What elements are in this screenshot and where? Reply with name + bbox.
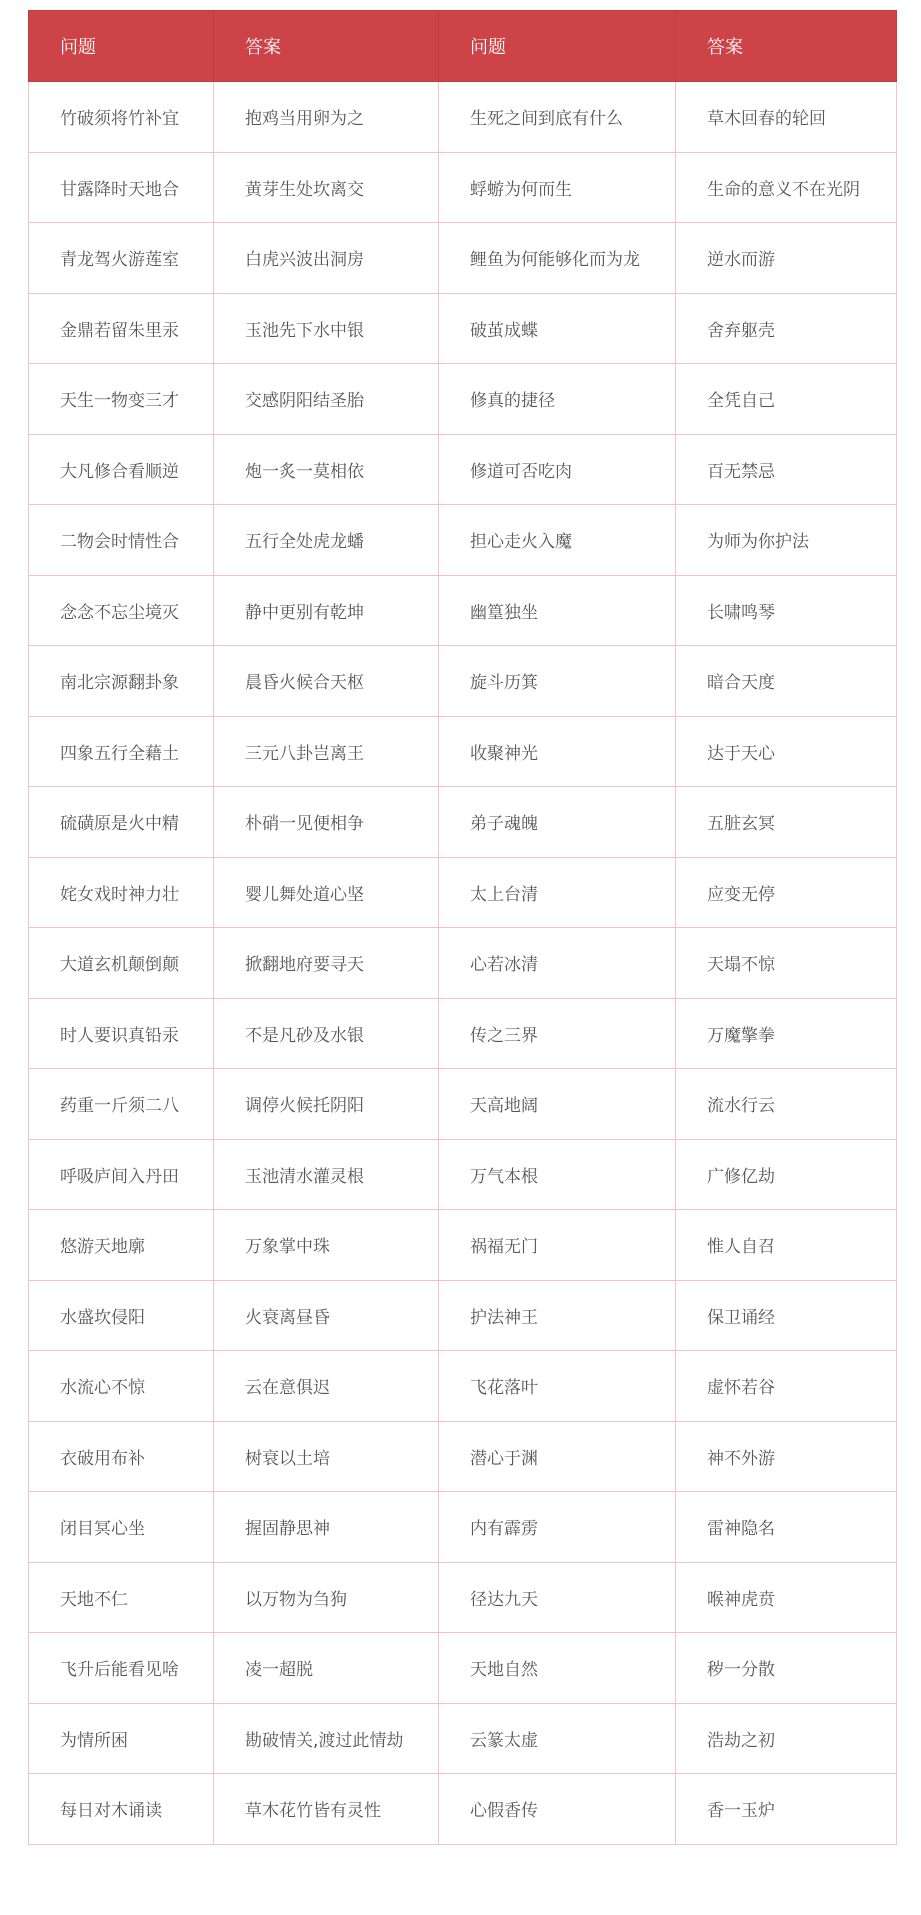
answer-cell: 炮一炙一莫相依 — [214, 434, 439, 505]
question-cell: 天高地阔 — [439, 1069, 676, 1140]
answer-cell: 雷神隐名 — [676, 1492, 897, 1563]
question-cell: 修真的捷径 — [439, 364, 676, 435]
table-row — [29, 575, 897, 646]
question-cell: 甘露降时天地合 — [29, 152, 214, 223]
question-cell: 太上台清 — [439, 857, 676, 928]
answer-cell: 达于天心 — [676, 716, 897, 787]
question-cell: 为情所困 — [29, 1703, 214, 1774]
table-row — [29, 505, 897, 576]
qa-table — [28, 10, 897, 1845]
question-cell: 青龙驾火游莲室 — [29, 223, 214, 294]
answer-cell: 黄芽生处坎离交 — [214, 152, 439, 223]
question-cell: 姹女戏时神力壮 — [29, 857, 214, 928]
table-row — [29, 998, 897, 1069]
header-answer-2: 答案 — [676, 11, 897, 82]
answer-cell: 生命的意义不在光阴 — [676, 152, 897, 223]
question-cell: 飞升后能看见啥 — [29, 1633, 214, 1704]
answer-cell: 暗合天度 — [676, 646, 897, 717]
answer-cell: 凌一超脱 — [214, 1633, 439, 1704]
header-question-2: 问题 — [439, 11, 676, 82]
answer-cell: 交感阴阳结圣胎 — [214, 364, 439, 435]
question-cell: 水流心不惊 — [29, 1351, 214, 1422]
question-cell: 二物会时情性合 — [29, 505, 214, 576]
question-cell: 幽篁独坐 — [439, 575, 676, 646]
question-cell: 衣破用布补 — [29, 1421, 214, 1492]
question-cell: 呼吸庐间入丹田 — [29, 1139, 214, 1210]
table-row — [29, 152, 897, 223]
header-answer-1: 答案 — [214, 11, 439, 82]
question-cell: 水盛坎侵阳 — [29, 1280, 214, 1351]
question-cell: 悠游天地廓 — [29, 1210, 214, 1281]
question-cell: 大道玄机颠倒颠 — [29, 928, 214, 999]
question-cell: 鲤鱼为何能够化而为龙 — [439, 223, 676, 294]
answer-cell: 流水行云 — [676, 1069, 897, 1140]
table-row — [29, 787, 897, 858]
answer-cell: 抱鸡当用卵为之 — [214, 82, 439, 153]
table-row — [29, 1774, 897, 1845]
answer-cell: 草木花竹皆有灵性 — [214, 1774, 439, 1845]
question-cell: 念念不忘尘境灭 — [29, 575, 214, 646]
answer-cell: 浩劫之初 — [676, 1703, 897, 1774]
table-row — [29, 928, 897, 999]
question-cell: 四象五行全藉土 — [29, 716, 214, 787]
table-row — [29, 1351, 897, 1422]
table-row — [29, 1280, 897, 1351]
table-row — [29, 434, 897, 505]
answer-cell: 朴硝一见便相争 — [214, 787, 439, 858]
answer-cell: 广修亿劫 — [676, 1139, 897, 1210]
table-row — [29, 1139, 897, 1210]
question-cell: 旋斗历箕 — [439, 646, 676, 717]
question-cell: 南北宗源翻卦象 — [29, 646, 214, 717]
answer-cell: 调停火候托阴阳 — [214, 1069, 439, 1140]
answer-cell: 神不外游 — [676, 1421, 897, 1492]
table-row — [29, 223, 897, 294]
question-cell: 时人要识真铅汞 — [29, 998, 214, 1069]
table-row — [29, 1492, 897, 1563]
answer-cell: 握固静思神 — [214, 1492, 439, 1563]
answer-cell: 保卫诵经 — [676, 1280, 897, 1351]
question-cell: 潜心于渊 — [439, 1421, 676, 1492]
answer-cell: 虚怀若谷 — [676, 1351, 897, 1422]
answer-cell: 万象掌中珠 — [214, 1210, 439, 1281]
answer-cell: 以万物为刍狗 — [214, 1562, 439, 1633]
question-cell: 金鼎若留朱里汞 — [29, 293, 214, 364]
answer-cell: 惟人自召 — [676, 1210, 897, 1281]
question-cell: 内有霹雳 — [439, 1492, 676, 1563]
question-cell: 飞花落叶 — [439, 1351, 676, 1422]
table-row — [29, 1210, 897, 1281]
answer-cell: 喉神虎贲 — [676, 1562, 897, 1633]
answer-cell: 不是凡砂及水银 — [214, 998, 439, 1069]
table-row — [29, 1703, 897, 1774]
question-cell: 破茧成蝶 — [439, 293, 676, 364]
question-cell: 心若冰清 — [439, 928, 676, 999]
answer-cell: 香一玉炉 — [676, 1774, 897, 1845]
question-cell: 万气本根 — [439, 1139, 676, 1210]
question-cell: 闭目冥心坐 — [29, 1492, 214, 1563]
table-header — [29, 11, 897, 82]
question-cell: 心假香传 — [439, 1774, 676, 1845]
answer-cell: 云在意俱迟 — [214, 1351, 439, 1422]
answer-cell: 舍弃躯壳 — [676, 293, 897, 364]
question-cell: 弟子魂魄 — [439, 787, 676, 858]
table-row — [29, 82, 897, 153]
table-row — [29, 857, 897, 928]
header-row — [29, 11, 897, 82]
question-cell: 修道可否吃肉 — [439, 434, 676, 505]
question-cell: 担心走火入魔 — [439, 505, 676, 576]
header-question-1: 问题 — [29, 11, 214, 82]
table-row — [29, 1562, 897, 1633]
question-cell: 天生一物变三才 — [29, 364, 214, 435]
answer-cell: 草木回春的轮回 — [676, 82, 897, 153]
answer-cell: 全凭自己 — [676, 364, 897, 435]
question-cell: 硫磺原是火中精 — [29, 787, 214, 858]
question-cell: 云篆太虚 — [439, 1703, 676, 1774]
question-cell: 天地自然 — [439, 1633, 676, 1704]
answer-cell: 树衰以土培 — [214, 1421, 439, 1492]
answer-cell: 天塌不惊 — [676, 928, 897, 999]
answer-cell: 逆水而游 — [676, 223, 897, 294]
answer-cell: 秽一分散 — [676, 1633, 897, 1704]
answer-cell: 勘破情关,渡过此情劫 — [214, 1703, 439, 1774]
answer-cell: 三元八卦岂离王 — [214, 716, 439, 787]
answer-cell: 白虎兴波出洞房 — [214, 223, 439, 294]
question-cell: 药重一斤须二八 — [29, 1069, 214, 1140]
question-cell: 收聚神光 — [439, 716, 676, 787]
table-row — [29, 646, 897, 717]
answer-cell: 百无禁忌 — [676, 434, 897, 505]
question-cell: 大凡修合看顺逆 — [29, 434, 214, 505]
question-cell: 传之三界 — [439, 998, 676, 1069]
answer-cell: 掀翻地府要寻天 — [214, 928, 439, 999]
question-cell: 蜉蝣为何而生 — [439, 152, 676, 223]
question-cell: 每日对木诵读 — [29, 1774, 214, 1845]
answer-cell: 万魔擎拳 — [676, 998, 897, 1069]
answer-cell: 静中更别有乾坤 — [214, 575, 439, 646]
question-cell: 天地不仁 — [29, 1562, 214, 1633]
table-row — [29, 1633, 897, 1704]
question-cell: 竹破须将竹补宜 — [29, 82, 214, 153]
answer-cell: 五脏玄冥 — [676, 787, 897, 858]
question-cell: 护法神王 — [439, 1280, 676, 1351]
answer-cell: 火衰离昼昏 — [214, 1280, 439, 1351]
answer-cell: 长啸鸣琴 — [676, 575, 897, 646]
question-cell: 径达九天 — [439, 1562, 676, 1633]
question-cell: 生死之间到底有什么 — [439, 82, 676, 153]
answer-cell: 玉池清水灌灵根 — [214, 1139, 439, 1210]
table-row — [29, 716, 897, 787]
table-row — [29, 364, 897, 435]
table-row — [29, 293, 897, 364]
answer-cell: 婴儿舞处道心坚 — [214, 857, 439, 928]
table-body — [29, 82, 897, 1845]
answer-cell: 应变无停 — [676, 857, 897, 928]
answer-cell: 玉池先下水中银 — [214, 293, 439, 364]
question-cell: 祸福无门 — [439, 1210, 676, 1281]
answer-cell: 五行全处虎龙蟠 — [214, 505, 439, 576]
answer-cell: 晨昏火候合天枢 — [214, 646, 439, 717]
table-row — [29, 1069, 897, 1140]
table-row — [29, 1421, 897, 1492]
answer-cell: 为师为你护法 — [676, 505, 897, 576]
